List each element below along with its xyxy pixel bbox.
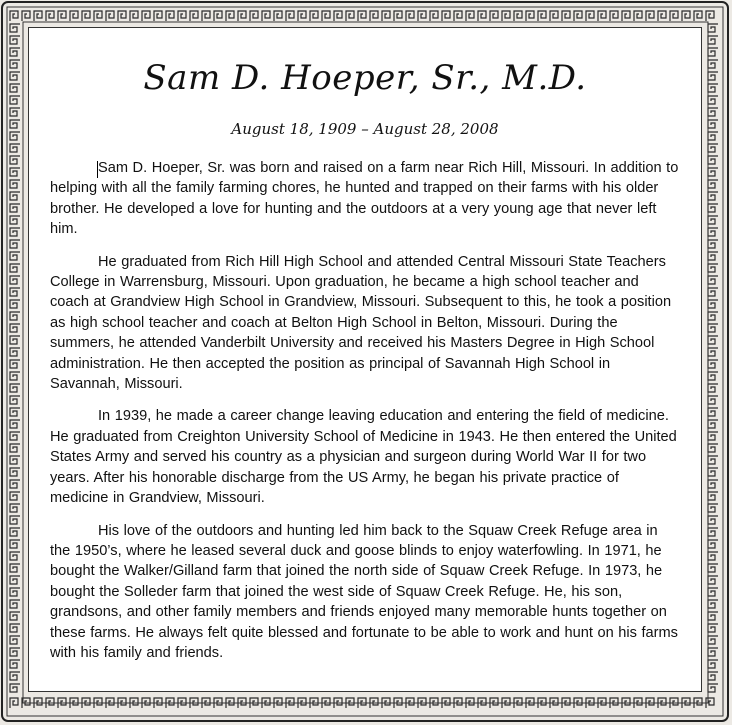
text-cursor[interactable] (97, 161, 98, 178)
document-panel (28, 27, 702, 692)
biography-body (50, 158, 680, 675)
biography-paragraph: Sam D. Hoeper, Sr. was born and raised on a farm near Rich Hill, Missouri. In addition to helping with all the family farming chores, he hunted and trapped on their farms with his older brother. He developed a love for hunting and the outdoors at a very young age that never left him. (50, 160, 679, 238)
page-title: Sam D. Hoeper, Sr., M.D. (143, 58, 587, 98)
biography-paragraph: His love of the outdoors and hunting led him back to the Squaw Creek Refuge area in the 1950’s, where he leased several duck and goose blinds to enjoy waterfowling. In 1971, he bought the Walker/Gilland farm that joined the north side of Squaw Creek Refuge. In 1973, he bought the Solleder farm that joined the west side of Squaw Creek Refuge. He, his son, grandsons, and other family members and friends enjoyed many memorable hunts together on these farms. He always felt quite blessed and fortunate to be able to work and hunt on his farms with his family and friends. (50, 522, 678, 661)
biography-paragraph: He graduated from Rich Hill High School and attended Central Missouri State Teachers College in Warrensburg, Missouri. Upon graduation, he became a high school teacher and coach at Grandview High School in Grandview, Missouri. Subsequent to this, he took a position as high school teacher and coach at Belton High School in Belton, Missouri. During the summers, he attended Vanderbilt University and received his Masters Degree in High School administration. He then accepted the position as principal of Savannah High School in Savannah, Missouri. (50, 253, 672, 393)
biography-paragraph: In 1939, he made a career change leaving education and entering the field of medicine. He graduated from Creighton University School of Medicine in 1943. He then entered the United States Army and served his country as a physician and surgeon during World War II for two years. After his honorable discharge from the US Army, he began his private practice of medicine in Grandview, Missouri. (50, 408, 677, 507)
life-dates: August 18, 1909 – August 28, 2008 (231, 120, 499, 138)
